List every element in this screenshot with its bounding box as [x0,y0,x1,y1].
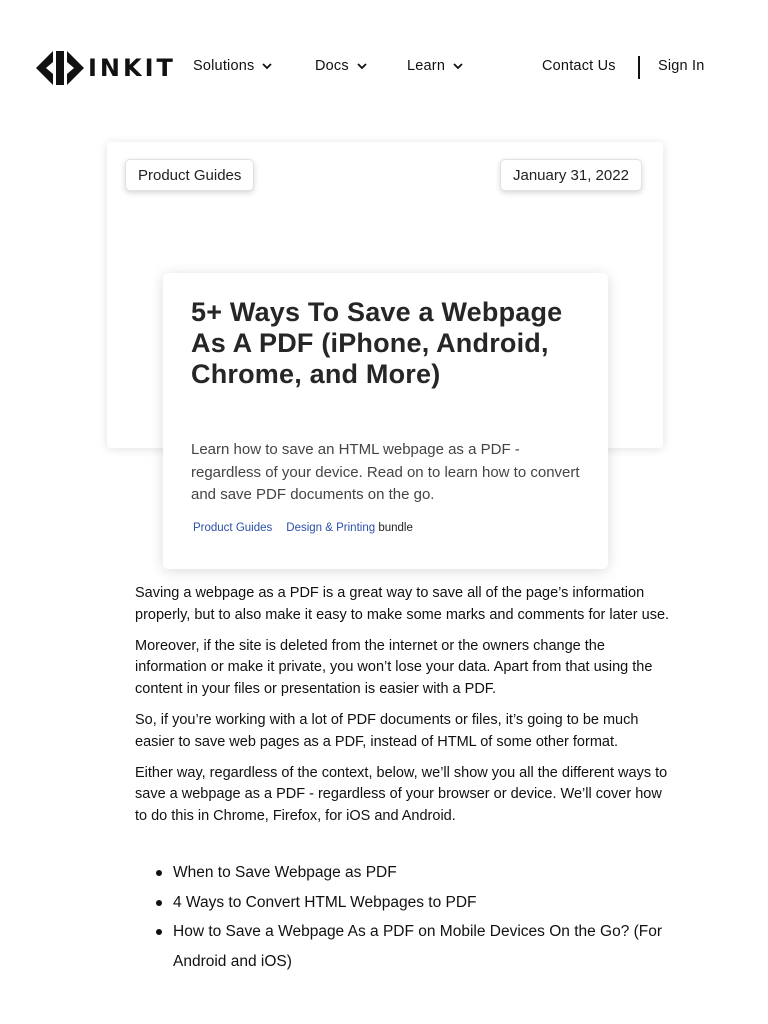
brand-name: INKIT [88,54,176,82]
nav-docs-label: Docs [315,58,349,74]
nav-docs[interactable] [315,58,367,74]
nav-solutions-label: Solutions [193,58,255,74]
tag-link-group [286,522,413,534]
chevron-down-icon [357,61,367,71]
tag-bundle: bundle [378,522,413,534]
page-subtitle: Learn how to save an HTML webpage as a PDF - regardless of your device. Read on to learn how to convert and save PDF documents on the go. [191,441,580,503]
toc-item[interactable]: When to Save Webpage as PDF [154,858,674,888]
article-paragraph: So, if you’re working with a lot of PDF documents or files, it’s going to be much easier to save web pages as a PDF, instead of HTML of some other format. [135,711,639,750]
page-title: 5+ Ways To Save a Webpage As A PDF (iPhone, Android, Chrome, and More) [191,297,563,389]
chevron-down-icon [453,61,463,71]
category-tag[interactable]: Product Guides [125,159,254,191]
tag-links [193,522,413,534]
date-tag: January 31, 2022 [500,159,642,191]
brand-logo[interactable] [36,50,176,86]
nav-learn-label: Learn [407,58,446,74]
site-header [0,0,768,136]
article-paragraph: Moreover, if the site is deleted from the internet or the owners change the information or make it private, you won’t lose your data. Apart from that using the content in your files or presentation is easier with a PDF. [135,637,653,698]
inkit-logo-icon [36,51,84,85]
contact-us-link[interactable]: Contact Us [542,58,616,74]
title-card [163,273,608,569]
chevron-down-icon [262,61,272,71]
article-paragraph: Saving a webpage as a PDF is a great way to save all of the page’s information properly, but to also make it easy to make some marks and comments for later use. [135,585,670,623]
nav-divider [638,56,640,79]
table-of-contents [154,858,674,976]
toc-item[interactable]: How to Save a Webpage As a PDF on Mobile Devices On the Go? (For Android and iOS) [154,917,674,976]
article-paragraph: Either way, regardless of the context, below, we’ll show you all the different ways to save a webpage as a PDF - regardless of your browser or device. We’ll cover how to do this in Chrome, Firefox, for iOS and Android. [135,764,668,825]
tag-link-product-guides[interactable]: Product Guides [193,522,273,534]
sign-in-link[interactable]: Sign In [658,58,705,74]
nav-solutions[interactable] [193,58,272,74]
nav-learn[interactable] [407,58,463,74]
toc-item[interactable]: 4 Ways to Convert HTML Webpages to PDF [154,888,674,918]
tag-link-design-printing[interactable]: Design & Printing [286,522,376,534]
article-body [135,583,671,837]
